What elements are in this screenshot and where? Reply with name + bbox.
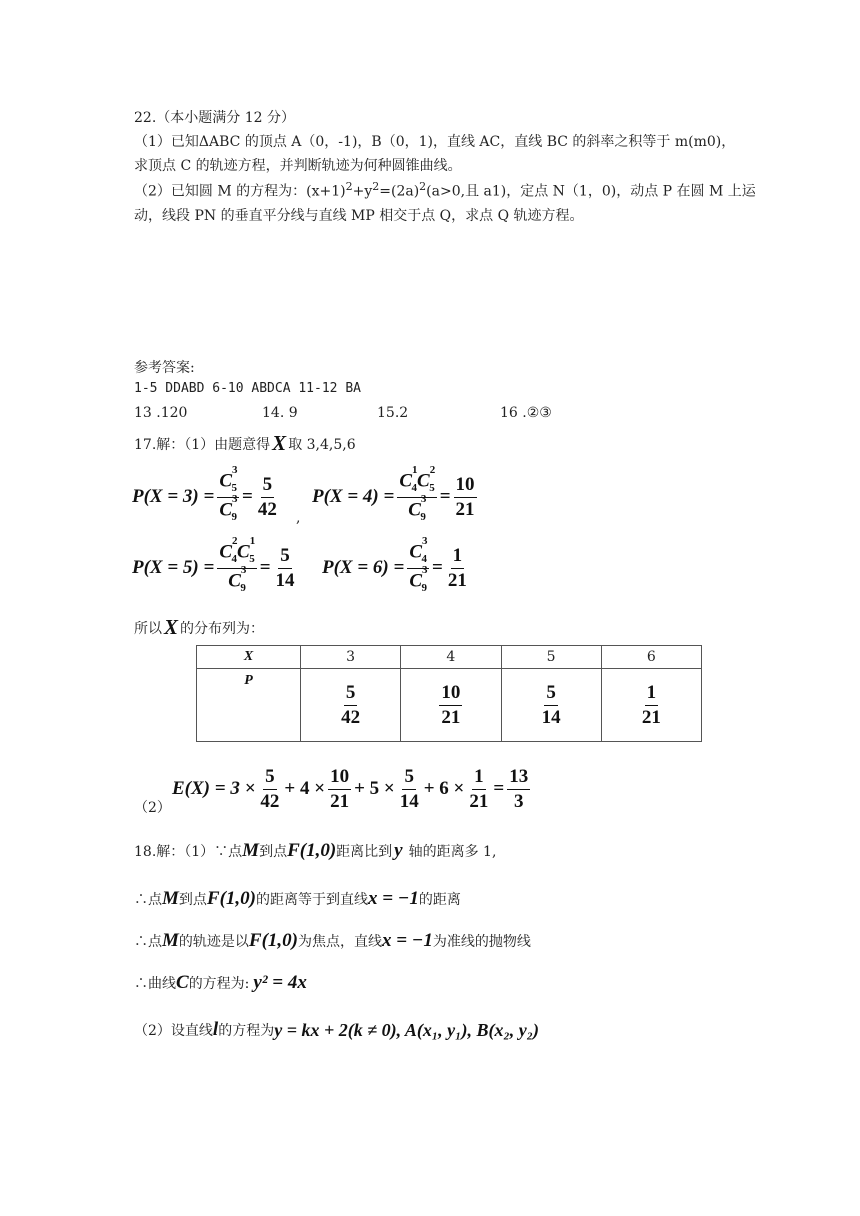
table-row [197, 669, 702, 742]
q22-part1-line2: 求顶点 C 的轨迹方程，并判断轨迹为何种圆锥曲线。 [134, 158, 462, 174]
table-cell: 6 [601, 646, 701, 669]
table-header-x: X [197, 646, 301, 669]
s18-line1: 18.解：（1）∵点 M 到点 F(1,0) 距离比到 y 轴的距离多 1, [134, 840, 497, 861]
table-header-p: P [197, 669, 301, 742]
answers-title: 参考答案: [134, 360, 195, 376]
dist-intro: 所以 X 的分布列为： [134, 615, 265, 639]
table-cell: $\frac{1}{21}$ [601, 669, 701, 742]
formula-p6: P(X = 6) = $\frac{C^3_4}{C^3_9}$ = $\frac{1}{21}$ [322, 535, 467, 594]
table-row [197, 646, 702, 669]
distribution-table [196, 645, 702, 742]
answer-13: 13 .120 [134, 405, 188, 421]
q22-part2-line1: （2）已知圆 M 的方程为：$(x+1)^2+y^2=(2a)^2(a>0$,且 a1)，定点 N（1，0)，动点 P 在圆 M 上运 [134, 180, 756, 200]
s18-line5: （2）设直线 l 的方程为 y = kx + 2(k ≠ 0), A(x₁, y₁), B(x₂, y₂) [134, 1019, 539, 1040]
formula-expectation: E(X) = 3 × $\frac{5}{42}$ + 4 × $\frac{10}{21}$ + 5 × $\frac{5}{14}$ + 6 × $\frac{1}{21}$ = $\frac{13}{3}$ [172, 766, 529, 812]
formula-p3: P(X = 3) = $\frac{C^3_5}{C^3_9}$ = $\frac{5}{42}$ [132, 464, 277, 523]
table-cell: 3 [301, 646, 401, 669]
s18-line4: ∴曲线 C 的方程为: y² = 4x [134, 972, 307, 993]
q22-header: 22.（本小题满分 12 分） [134, 110, 295, 126]
table-cell: 4 [401, 646, 501, 669]
table-cell: $\frac{5}{42}$ [301, 669, 401, 742]
answer-14: 14. 9 [262, 405, 298, 421]
formula-p4: P(X = 4) = $\frac{C^1_4C^2_5}{C^3_9}$ = $\frac{10}{21}$ [312, 464, 475, 523]
answer-16: 16 .②③ [500, 405, 552, 421]
answer-15: 15.2 [377, 405, 409, 421]
s18-line3: ∴点 M 的轨迹是以 F(1,0) 为焦点，直线 x = −1 为准线的抛物线 [134, 930, 531, 951]
s17-intro: 17.解：（1）由题意得 X 取 3,4,5,6 [134, 431, 356, 455]
s18-line2: ∴点 M 到点 F(1,0) 的距离等于到直线 x = −1 的距离 [134, 888, 461, 909]
table-cell: $\frac{5}{14}$ [501, 669, 601, 742]
q22-part2-line2: 动，线段 PN 的垂直平分线与直线 MP 相交于点 Q，求点 Q 轨迹方程。 [134, 208, 584, 224]
comma: , [296, 510, 301, 526]
part2-label: （2） [134, 800, 171, 816]
q22-part1-line1: （1）已知ΔABC 的顶点 A（0，-1)，B（0，1)，直线 AC，直线 BC 的斜率之积等于 m(m0)， [134, 134, 736, 150]
table-cell: $\frac{10}{21}$ [401, 669, 501, 742]
formula-p5: P(X = 5) = $\frac{C^2_4C^1_5}{C^3_9}$ = $\frac{5}{14}$ [132, 535, 295, 594]
table-cell: 5 [501, 646, 601, 669]
answers-row1: 1-5 DDABD 6-10 ABDCA 11-12 BA [134, 381, 361, 396]
